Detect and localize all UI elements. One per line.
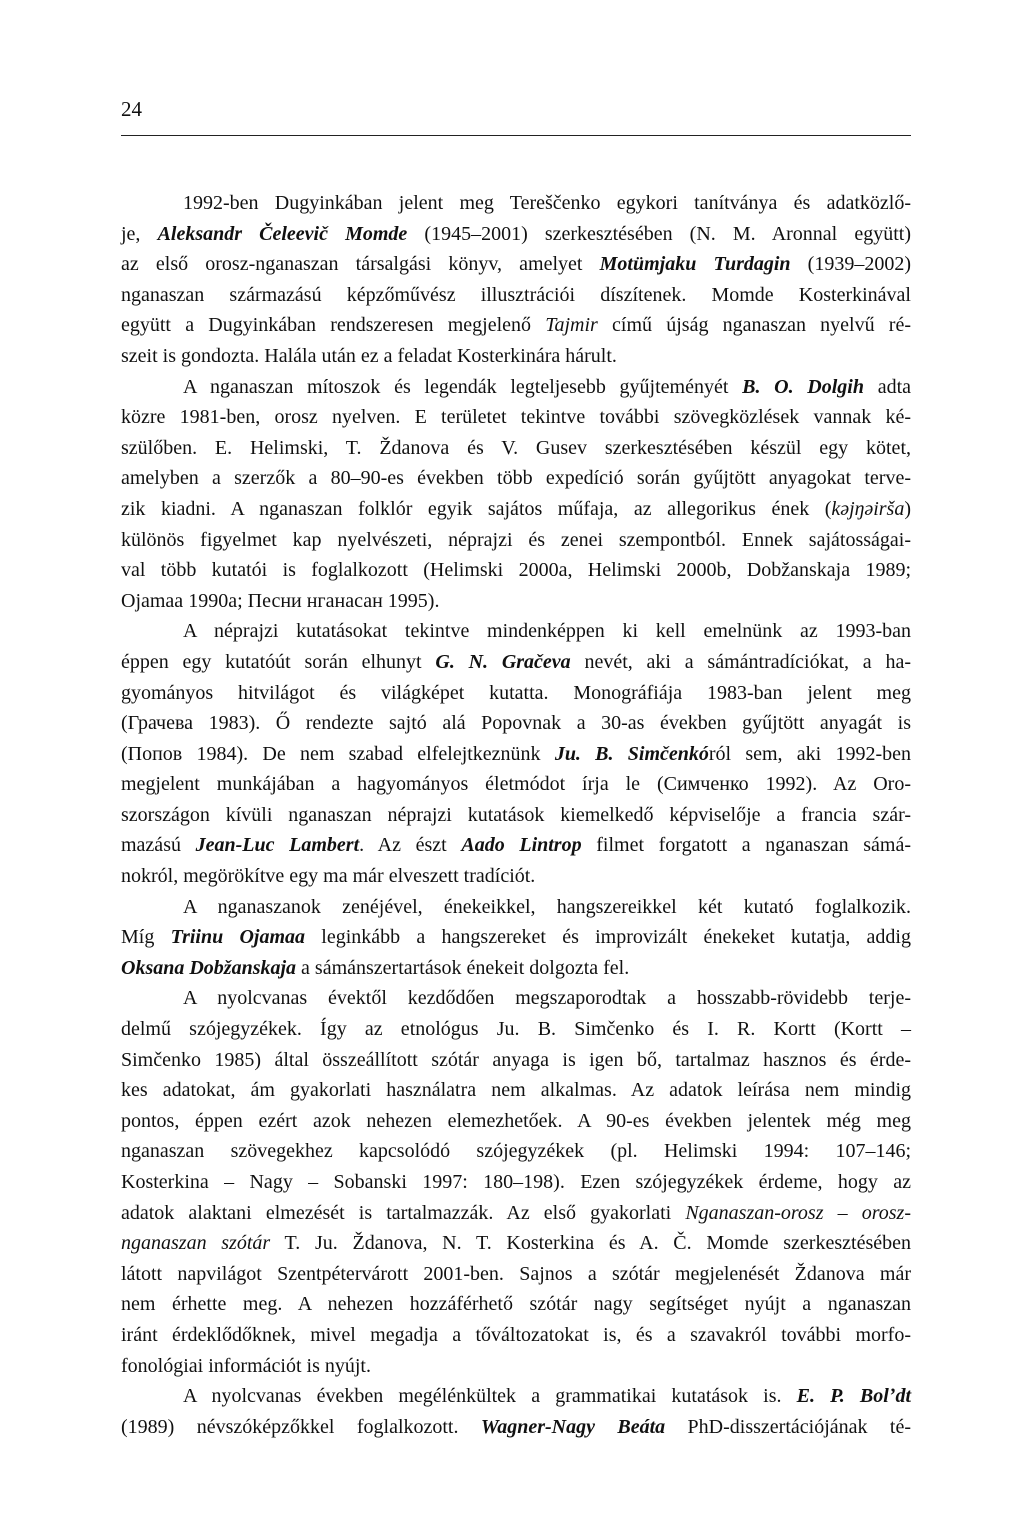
text-segment: adta — [863, 375, 911, 398]
text-segment: kes adatokat, ám gyakorlati használatra nem alkalmas. Az adatok leírása nem mindig — [121, 1079, 911, 1102]
text-line — [121, 1136, 911, 1167]
emphasized-text: E. P. Bolʼdt — [796, 1385, 912, 1408]
text-line — [121, 800, 911, 831]
text-segment: filmet forgatott a nganaszan sámá- — [581, 834, 911, 857]
text-segment: című újság nganaszan nyelvű ré- — [597, 314, 911, 337]
text-line — [121, 1198, 911, 1229]
text-segment: adatok alaktani elmezését is tartalmazzák. Az első gyakorlati — [121, 1201, 686, 1224]
emphasized-text: Aleksandr Čeleevič Momde — [157, 222, 408, 245]
text-segment: . Az észt — [359, 834, 462, 857]
text-segment: (Попов 1984). De nem szabad elfelejtkeznünk — [121, 742, 555, 765]
text-line — [121, 249, 911, 280]
text-segment: különös figyelmet kap nyelvészeti, néprajzi és zenei szempontból. Ennek sajátosságai- — [121, 528, 911, 551]
text-segment: zik kiadni. A nganaszan folklór egyik sajátos műfaja, az allegorikus ének ( — [121, 497, 832, 520]
text-segment: A néprajzi kutatásokat tekintve mindenképpen ki kell emelnünk az 1993-ban — [183, 620, 911, 643]
text-line — [121, 1351, 911, 1382]
emphasized-text: B. O. Dolgih — [742, 375, 864, 398]
text-line — [121, 525, 911, 556]
text-segment: A nyolcvanas években megélénkültek a grammatikai kutatások is. — [183, 1385, 797, 1408]
text-segment: mazású — [121, 834, 196, 857]
text-segment: nganaszan származású képzőművész illusztrációi díszítenek. Momde Kosterkinával — [121, 283, 911, 306]
emphasized-text: Aado Lintrop — [461, 834, 582, 857]
text-segment: ról sem, aki 1992-ben — [708, 742, 912, 765]
text-segment: szülőben. E. Helimski, T. Ždanova és V. Gusev szerkesztésében készül egy kötet, — [121, 436, 911, 459]
text-segment: együtt a Dugyinkában rendszeresen megjelenő — [121, 314, 546, 337]
text-segment: az első orosz-nganaszan társalgási könyv, amelyet — [121, 253, 600, 276]
text-segment: je, — [121, 222, 158, 245]
header-rule — [121, 135, 911, 136]
emphasized-text: Jean-Luc Lambert — [195, 834, 360, 857]
text-segment: (1939–2002) — [790, 253, 911, 276]
text-segment: gyományos hitvilágot és világképet kutatta. Monográfiája 1983-ban jelent meg — [121, 681, 911, 704]
text-line — [121, 922, 911, 953]
emphasized-text: Motümjaku Turdagin — [599, 253, 791, 276]
text-segment: közre 1981-ben, orosz nyelven. E területet tekintve további szövegközlések vannak ké- — [121, 406, 911, 429]
text-segment: 1992-ben Dugyinkában jelent meg Tereščenko egykori tanítványa és adatközlő- — [183, 192, 911, 214]
emphasized-text: Nganaszan-orosz – orosz- — [685, 1201, 911, 1224]
text-segment: szeit is gondozta. Halála után ez a feladat Kosterkinára hárult. — [121, 344, 617, 367]
page-number: 24 — [121, 97, 142, 121]
text-segment: ) — [904, 497, 911, 520]
text-line — [121, 310, 911, 341]
text-segment: (1945–2001) szerkesztésében (N. M. Aronnal együtt) — [407, 222, 911, 245]
text-segment: A nganaszan mítoszok és legendák legteljesebb gyűjteményét — [183, 375, 743, 398]
text-line — [121, 433, 911, 464]
text-segment: T. Ju. Ždanova, N. T. Kosterkina és A. Č. Momde szerkesztésében — [270, 1232, 911, 1255]
text-segment: Ojamaa 1990a; Песни нганасан 1995). — [121, 589, 440, 612]
text-line — [121, 1014, 911, 1045]
text-line — [121, 861, 911, 892]
text-segment: A nyolcvanas évektől kezdődően megszaporodtak a hosszabb-rövidebb terje- — [183, 987, 911, 1010]
text-segment: leginkább a hangszereket és improvizált énekeket kutatja, addig — [305, 926, 911, 949]
text-line — [121, 188, 911, 219]
text-line — [121, 708, 911, 739]
text-segment: PhD-disszertációjának té- — [665, 1415, 911, 1438]
text-line — [121, 830, 911, 861]
emphasized-text: Ju. B. Simčenkó — [554, 742, 709, 765]
text-line — [121, 739, 911, 770]
text-segment: iránt érdeklődőknek, mivel megadja a tőváltozatokat is, és a szavakról további morfo- — [121, 1323, 911, 1346]
text-segment: delmű szójegyzékek. Így az etnológus Ju. B. Simčenko és I. R. Kortt (Kortt – — [121, 1018, 911, 1041]
text-line — [121, 953, 911, 984]
text-line — [121, 647, 911, 678]
text-line — [121, 1259, 911, 1290]
text-segment: nevét, aki a sámántradíciókat, a ha- — [570, 650, 911, 673]
text-line — [121, 280, 911, 311]
text-line — [121, 616, 911, 647]
text-segment: nokról, megörökítve egy ma már elveszett tradíciót. — [121, 865, 536, 888]
emphasized-text: nganaszan szótár — [121, 1232, 271, 1255]
text-line — [121, 983, 911, 1014]
text-segment: nganaszan szövegekhez kapcsolódó szójegyzékek (pl. Helimski 1994: 107–146; — [121, 1140, 911, 1163]
text-segment: éppen egy kutatóút során elhunyt — [121, 650, 436, 673]
text-segment: Simčenko 1985) által összeállított szótár anyaga is igen bő, tartalmaz hasznos és érde- — [121, 1048, 911, 1071]
text-line — [121, 586, 911, 617]
text-segment: val több kutatói is foglalkozott (Helimski 2000a, Helimski 2000b, Dobžanskaja 1989; — [121, 559, 911, 582]
text-line — [121, 1412, 911, 1443]
emphasized-text: Oksana Dobžanskaja — [121, 956, 297, 979]
text-line — [121, 372, 911, 403]
body-text — [121, 188, 911, 1442]
text-segment: (1989) névszóképzőkkel foglalkozott. — [121, 1415, 481, 1438]
text-line — [121, 341, 911, 372]
text-line — [121, 402, 911, 433]
text-segment: (Грачева 1983). Ő rendezte sajtó alá Popovnak a 30-as években gyűjtött anyagát is — [121, 712, 911, 735]
text-line — [121, 1106, 911, 1137]
text-line — [121, 494, 911, 525]
text-line — [121, 1228, 911, 1259]
text-line — [121, 1045, 911, 1076]
text-segment: szországon kívüli nganaszan néprajzi kutatások kiemelkedő képviselője a francia szár- — [121, 803, 911, 826]
text-line — [121, 678, 911, 709]
emphasized-text: kəjŋəirša — [831, 497, 905, 520]
emphasized-text: Tajmir — [545, 314, 598, 337]
text-line — [121, 892, 911, 923]
text-segment: Kosterkina – Nagy – Sobanski 1997: 180–198). Ezen szójegyzékek érdeme, hogy az — [121, 1171, 911, 1193]
text-segment: A nganaszanok zenéjével, énekeikkel, hangszereikkel két kutató foglalkozik. — [183, 895, 911, 918]
text-line — [121, 1075, 911, 1106]
text-segment: nem érhette meg. A nehezen hozzáférhető szótár nagy segítséget nyújt a nganaszan — [121, 1293, 911, 1316]
text-segment: a sámánszertartások énekeit dolgozta fel. — [296, 956, 630, 979]
text-line — [121, 1167, 911, 1198]
text-line — [121, 1320, 911, 1351]
text-segment: pontos, éppen ezért azok nehezen elemezhetőek. A 90-es években jelentek még meg — [121, 1109, 911, 1132]
text-line — [121, 555, 911, 586]
emphasized-text: Triinu Ojamaa — [170, 926, 306, 949]
emphasized-text: G. N. Gračeva — [435, 650, 571, 673]
text-segment: fonológiai információt is nyújt. — [121, 1354, 371, 1377]
text-line — [121, 463, 911, 494]
text-line — [121, 219, 911, 250]
text-segment: megjelent munkájában a hagyományos életmódot írja le (Симченко 1992). Az Oro- — [121, 773, 911, 796]
text-line — [121, 1289, 911, 1320]
text-segment: látott napvilágot Szentpétervárott 2001-ben. Sajnos a szótár megjelenését Ždanova már — [121, 1262, 911, 1285]
text-line — [121, 769, 911, 800]
emphasized-text: Wagner-Nagy Beáta — [480, 1415, 666, 1438]
text-line — [121, 1381, 911, 1412]
text-segment: Míg — [121, 926, 171, 949]
text-segment: amelyben a szerzők a 80–90-es években több expedíció során gyűjtött anyagokat terve- — [121, 467, 911, 490]
